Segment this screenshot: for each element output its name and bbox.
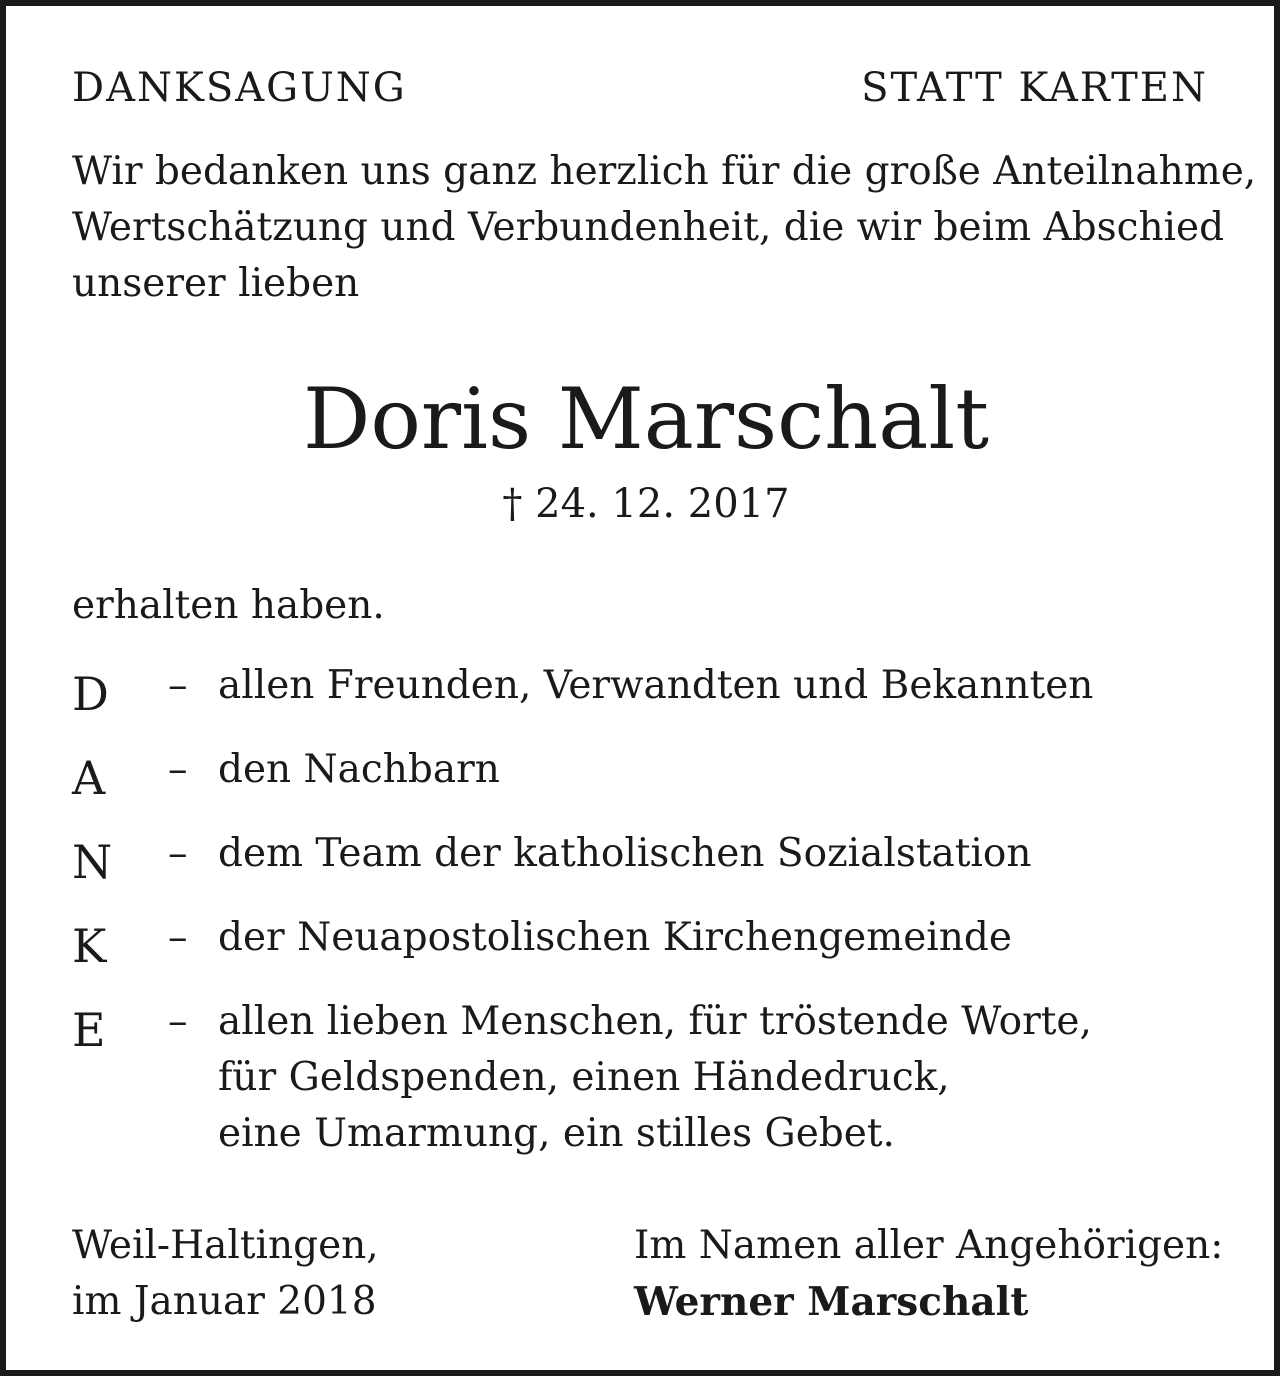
danke-text <box>218 658 1093 714</box>
intro-line: Wertschätzung und Verbundenheit, die wir beim Abschied <box>72 205 1225 250</box>
danke-dash: – <box>168 831 188 876</box>
death-date: † 24. 12. 2017 <box>502 481 790 527</box>
danke-text <box>218 910 1012 966</box>
intro-paragraph <box>72 144 1257 312</box>
footer-place-date <box>72 1218 379 1330</box>
footer-signature <box>634 1218 1223 1330</box>
after-text: erhalten haben. <box>72 583 385 628</box>
danke-line: den Nachbarn <box>218 747 500 792</box>
danke-letter: A <box>72 751 106 805</box>
intro-line: unserer lieben <box>72 261 360 306</box>
header-note: STATT KARTEN <box>861 65 1208 111</box>
footer-place: Weil-Haltingen, <box>72 1223 379 1268</box>
notice-header <box>72 64 1208 112</box>
footer-signer: Werner Marschalt <box>634 1279 1029 1325</box>
danke-text <box>218 742 500 798</box>
footer-signoff: Im Namen aller Angehörigen: <box>634 1223 1224 1268</box>
danke-line: dem Team der katholischen Sozialstation <box>218 831 1032 876</box>
danke-text <box>218 994 1092 1162</box>
intro-line: Wir bedanken uns ganz herzlich für die große Anteilnahme, <box>72 149 1257 194</box>
header-title: DANKSAGUNG <box>72 65 407 111</box>
danke-line: allen lieben Menschen, für tröstende Worte, <box>218 999 1092 1044</box>
danke-letter: D <box>72 667 109 721</box>
danke-line: eine Umarmung, ein stilles Gebet. <box>218 1111 895 1156</box>
danke-dash: – <box>168 747 188 792</box>
danke-dash: – <box>168 999 188 1044</box>
deceased-name: Doris Marschalt <box>303 370 989 468</box>
danke-letter: K <box>72 919 107 973</box>
danke-dash: – <box>168 663 188 708</box>
danke-letter: E <box>72 1003 106 1057</box>
danke-letter: N <box>72 835 113 889</box>
danke-dash: – <box>168 915 188 960</box>
footer-date: im Januar 2018 <box>72 1279 377 1324</box>
danke-line: allen Freunden, Verwandten und Bekannten <box>218 663 1094 708</box>
danke-line: für Geldspenden, einen Händedruck, <box>218 1055 950 1100</box>
danke-text <box>218 826 1032 882</box>
danke-line: der Neuapostolischen Kirchengemeinde <box>218 915 1012 960</box>
